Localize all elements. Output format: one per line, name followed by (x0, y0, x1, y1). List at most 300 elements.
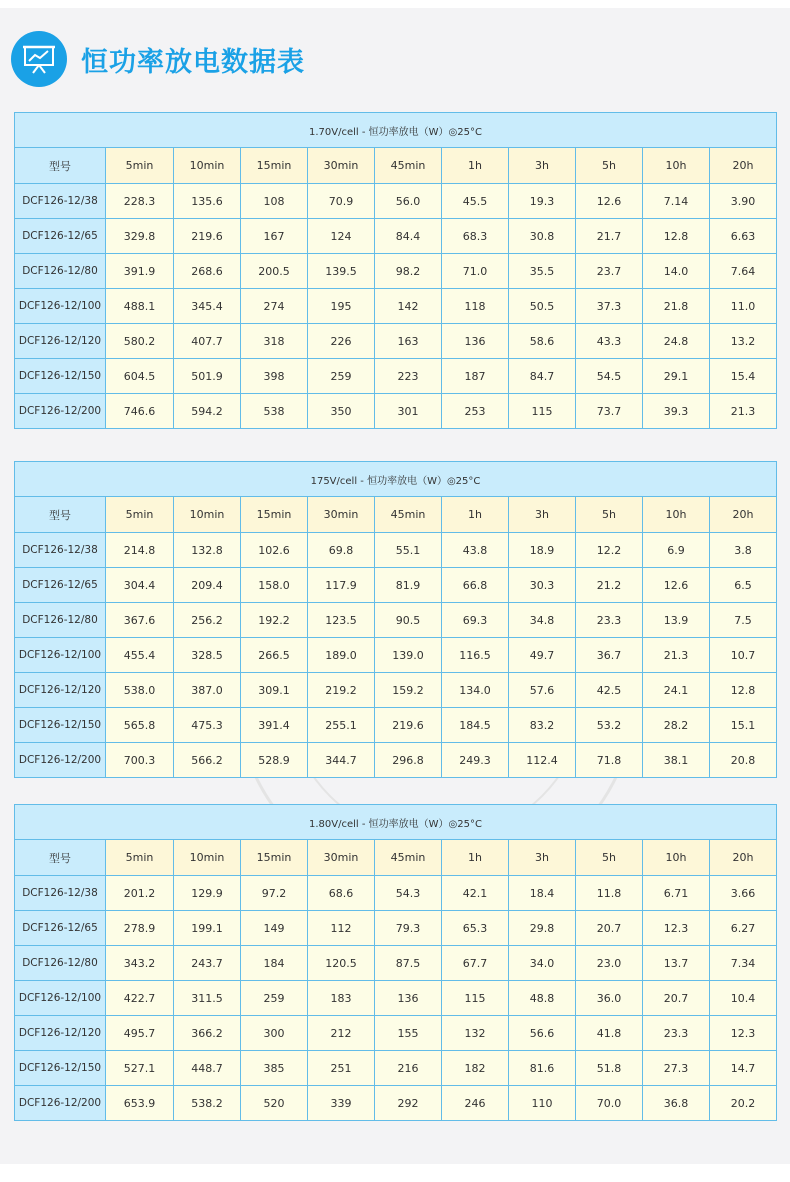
value-cell: 34.8 (509, 603, 576, 638)
value-cell: 212 (308, 1016, 375, 1051)
value-cell: 71.0 (442, 254, 509, 289)
value-cell: 7.64 (710, 254, 777, 289)
value-cell: 249.3 (442, 743, 509, 778)
value-cell: 34.0 (509, 946, 576, 981)
value-cell: 566.2 (174, 743, 241, 778)
column-header: 15min (241, 497, 308, 533)
model-cell: DCF126-12/65 (15, 911, 106, 946)
value-cell: 43.3 (576, 324, 643, 359)
value-cell: 69.8 (308, 533, 375, 568)
value-cell: 367.6 (106, 603, 174, 638)
value-cell: 50.5 (509, 289, 576, 324)
value-cell: 189.0 (308, 638, 375, 673)
model-cell: DCF126-12/80 (15, 254, 106, 289)
value-cell: 6.5 (710, 568, 777, 603)
value-cell: 155 (375, 1016, 442, 1051)
value-cell: 14.0 (643, 254, 710, 289)
table-title: 1.70V/cell - 恒功率放电（W）◎25°C (15, 113, 777, 148)
table-title-row (15, 113, 777, 148)
value-cell: 23.7 (576, 254, 643, 289)
page-title: 恒功率放电数据表 (81, 46, 305, 78)
value-cell: 41.8 (576, 1016, 643, 1051)
value-cell: 81.6 (509, 1051, 576, 1086)
value-cell: 21.2 (576, 568, 643, 603)
value-cell: 45.5 (442, 184, 509, 219)
value-cell: 123.5 (308, 603, 375, 638)
value-cell: 7.5 (710, 603, 777, 638)
value-cell: 12.8 (710, 673, 777, 708)
model-cell: DCF126-12/120 (15, 673, 106, 708)
value-cell: 39.3 (643, 394, 710, 429)
value-cell: 6.71 (643, 876, 710, 911)
value-cell: 36.7 (576, 638, 643, 673)
value-cell: 187 (442, 359, 509, 394)
value-cell: 70.0 (576, 1086, 643, 1121)
value-cell: 18.9 (509, 533, 576, 568)
value-cell: 43.8 (442, 533, 509, 568)
value-cell: 120.5 (308, 946, 375, 981)
column-header: 20h (710, 148, 777, 184)
model-cell: DCF126-12/80 (15, 946, 106, 981)
value-cell: 653.9 (106, 1086, 174, 1121)
model-cell: DCF126-12/100 (15, 638, 106, 673)
value-cell: 328.5 (174, 638, 241, 673)
value-cell: 58.6 (509, 324, 576, 359)
value-cell: 142 (375, 289, 442, 324)
value-cell: 84.4 (375, 219, 442, 254)
value-cell: 223 (375, 359, 442, 394)
discharge-table-2 (14, 461, 777, 778)
value-cell: 102.6 (241, 533, 308, 568)
column-header: 30min (308, 497, 375, 533)
table-row (15, 981, 777, 1016)
value-cell: 387.0 (174, 673, 241, 708)
table-row (15, 1051, 777, 1086)
column-header: 45min (375, 148, 442, 184)
value-cell: 30.3 (509, 568, 576, 603)
value-cell: 54.3 (375, 876, 442, 911)
value-cell: 192.2 (241, 603, 308, 638)
value-cell: 20.2 (710, 1086, 777, 1121)
value-cell: 366.2 (174, 1016, 241, 1051)
value-cell: 118 (442, 289, 509, 324)
value-cell: 488.1 (106, 289, 174, 324)
value-cell: 195 (308, 289, 375, 324)
model-cell: DCF126-12/150 (15, 1051, 106, 1086)
value-cell: 228.3 (106, 184, 174, 219)
value-cell: 108 (241, 184, 308, 219)
value-cell: 274 (241, 289, 308, 324)
table-row (15, 1016, 777, 1051)
value-cell: 15.4 (710, 359, 777, 394)
value-cell: 10.4 (710, 981, 777, 1016)
column-header: 15min (241, 148, 308, 184)
value-cell: 84.7 (509, 359, 576, 394)
model-cell: DCF126-12/100 (15, 289, 106, 324)
column-header: 45min (375, 497, 442, 533)
column-header: 5h (576, 148, 643, 184)
value-cell: 69.3 (442, 603, 509, 638)
value-cell: 71.8 (576, 743, 643, 778)
value-cell: 226 (308, 324, 375, 359)
value-cell: 54.5 (576, 359, 643, 394)
table-header-row (15, 840, 777, 876)
value-cell: 311.5 (174, 981, 241, 1016)
value-cell: 391.9 (106, 254, 174, 289)
value-cell: 35.5 (509, 254, 576, 289)
value-cell: 398 (241, 359, 308, 394)
value-cell: 116.5 (442, 638, 509, 673)
table-row (15, 1086, 777, 1121)
value-cell: 57.6 (509, 673, 576, 708)
value-cell: 56.6 (509, 1016, 576, 1051)
value-cell: 66.8 (442, 568, 509, 603)
column-header: 3h (509, 148, 576, 184)
table-row (15, 568, 777, 603)
value-cell: 184 (241, 946, 308, 981)
value-cell: 67.7 (442, 946, 509, 981)
value-cell: 565.8 (106, 708, 174, 743)
value-cell: 98.2 (375, 254, 442, 289)
value-cell: 139.0 (375, 638, 442, 673)
column-header: 10min (174, 148, 241, 184)
value-cell: 132.8 (174, 533, 241, 568)
value-cell: 132 (442, 1016, 509, 1051)
value-cell: 21.8 (643, 289, 710, 324)
value-cell: 134.0 (442, 673, 509, 708)
value-cell: 255.1 (308, 708, 375, 743)
value-cell: 81.9 (375, 568, 442, 603)
value-cell: 10.7 (710, 638, 777, 673)
value-cell: 21.3 (710, 394, 777, 429)
value-cell: 13.2 (710, 324, 777, 359)
value-cell: 136 (375, 981, 442, 1016)
table-row (15, 673, 777, 708)
table-title: 175V/cell - 恒功率放电（W）◎25°C (15, 462, 777, 497)
table-row (15, 324, 777, 359)
value-cell: 391.4 (241, 708, 308, 743)
value-cell: 219.6 (375, 708, 442, 743)
column-header: 30min (308, 840, 375, 876)
value-cell: 344.7 (308, 743, 375, 778)
value-cell: 13.9 (643, 603, 710, 638)
value-cell: 527.1 (106, 1051, 174, 1086)
value-cell: 7.14 (643, 184, 710, 219)
value-cell: 163 (375, 324, 442, 359)
table-header-row (15, 497, 777, 533)
value-cell: 49.7 (509, 638, 576, 673)
value-cell: 318 (241, 324, 308, 359)
column-header: 10min (174, 840, 241, 876)
value-cell: 329.8 (106, 219, 174, 254)
value-cell: 149 (241, 911, 308, 946)
model-cell: DCF126-12/120 (15, 324, 106, 359)
discharge-table-1 (14, 112, 777, 429)
value-cell: 201.2 (106, 876, 174, 911)
value-cell: 538.2 (174, 1086, 241, 1121)
value-cell: 580.2 (106, 324, 174, 359)
value-cell: 259 (308, 359, 375, 394)
value-cell: 112.4 (509, 743, 576, 778)
value-cell: 292 (375, 1086, 442, 1121)
value-cell: 6.27 (710, 911, 777, 946)
value-cell: 124 (308, 219, 375, 254)
value-cell: 475.3 (174, 708, 241, 743)
value-cell: 68.3 (442, 219, 509, 254)
value-cell: 42.5 (576, 673, 643, 708)
column-header-model: 型号 (15, 497, 106, 533)
value-cell: 385 (241, 1051, 308, 1086)
value-cell: 23.0 (576, 946, 643, 981)
value-cell: 115 (442, 981, 509, 1016)
value-cell: 199.1 (174, 911, 241, 946)
value-cell: 38.1 (643, 743, 710, 778)
column-header: 5min (106, 497, 174, 533)
value-cell: 422.7 (106, 981, 174, 1016)
value-cell: 29.1 (643, 359, 710, 394)
value-cell: 20.7 (643, 981, 710, 1016)
value-cell: 12.8 (643, 219, 710, 254)
value-cell: 112 (308, 911, 375, 946)
value-cell: 14.7 (710, 1051, 777, 1086)
table-row (15, 394, 777, 429)
value-cell: 27.3 (643, 1051, 710, 1086)
table-row (15, 743, 777, 778)
value-cell: 501.9 (174, 359, 241, 394)
value-cell: 12.3 (710, 1016, 777, 1051)
table-row (15, 638, 777, 673)
page-header (11, 26, 305, 92)
value-cell: 83.2 (509, 708, 576, 743)
column-header: 5min (106, 840, 174, 876)
value-cell: 520 (241, 1086, 308, 1121)
value-cell: 6.9 (643, 533, 710, 568)
value-cell: 214.8 (106, 533, 174, 568)
value-cell: 90.5 (375, 603, 442, 638)
value-cell: 21.7 (576, 219, 643, 254)
table-title-row (15, 805, 777, 840)
value-cell: 448.7 (174, 1051, 241, 1086)
value-cell: 36.0 (576, 981, 643, 1016)
table-row (15, 184, 777, 219)
value-cell: 538.0 (106, 673, 174, 708)
value-cell: 407.7 (174, 324, 241, 359)
column-header: 20h (710, 497, 777, 533)
value-cell: 300 (241, 1016, 308, 1051)
value-cell: 20.7 (576, 911, 643, 946)
column-header: 10h (643, 497, 710, 533)
value-cell: 135.6 (174, 184, 241, 219)
value-cell: 268.6 (174, 254, 241, 289)
column-header-model: 型号 (15, 148, 106, 184)
value-cell: 219.6 (174, 219, 241, 254)
column-header-model: 型号 (15, 840, 106, 876)
value-cell: 167 (241, 219, 308, 254)
model-cell: DCF126-12/65 (15, 568, 106, 603)
table-row (15, 359, 777, 394)
value-cell: 11.8 (576, 876, 643, 911)
table-row (15, 911, 777, 946)
value-cell: 12.2 (576, 533, 643, 568)
value-cell: 20.8 (710, 743, 777, 778)
value-cell: 21.3 (643, 638, 710, 673)
value-cell: 158.0 (241, 568, 308, 603)
model-cell: DCF126-12/150 (15, 359, 106, 394)
model-cell: DCF126-12/80 (15, 603, 106, 638)
value-cell: 24.1 (643, 673, 710, 708)
column-header: 15min (241, 840, 308, 876)
table-title-row (15, 462, 777, 497)
column-header: 5min (106, 148, 174, 184)
value-cell: 604.5 (106, 359, 174, 394)
column-header: 10h (643, 148, 710, 184)
model-cell: DCF126-12/200 (15, 743, 106, 778)
value-cell: 56.0 (375, 184, 442, 219)
value-cell: 110 (509, 1086, 576, 1121)
model-cell: DCF126-12/38 (15, 876, 106, 911)
model-cell: DCF126-12/38 (15, 533, 106, 568)
table-row (15, 533, 777, 568)
value-cell: 51.8 (576, 1051, 643, 1086)
model-cell: DCF126-12/100 (15, 981, 106, 1016)
value-cell: 11.0 (710, 289, 777, 324)
column-header: 3h (509, 497, 576, 533)
table-row (15, 289, 777, 324)
value-cell: 6.63 (710, 219, 777, 254)
value-cell: 55.1 (375, 533, 442, 568)
table-row (15, 876, 777, 911)
value-cell: 246 (442, 1086, 509, 1121)
value-cell: 7.34 (710, 946, 777, 981)
value-cell: 495.7 (106, 1016, 174, 1051)
table-row (15, 603, 777, 638)
value-cell: 139.5 (308, 254, 375, 289)
value-cell: 30.8 (509, 219, 576, 254)
value-cell: 79.3 (375, 911, 442, 946)
value-cell: 256.2 (174, 603, 241, 638)
value-cell: 343.2 (106, 946, 174, 981)
bottom-strip (0, 1164, 790, 1182)
table-row (15, 254, 777, 289)
value-cell: 3.8 (710, 533, 777, 568)
value-cell: 37.3 (576, 289, 643, 324)
value-cell: 136 (442, 324, 509, 359)
value-cell: 24.8 (643, 324, 710, 359)
table-title: 1.80V/cell - 恒功率放电（W）◎25°C (15, 805, 777, 840)
model-cell: DCF126-12/150 (15, 708, 106, 743)
column-header: 5h (576, 497, 643, 533)
column-header: 30min (308, 148, 375, 184)
column-header: 10min (174, 497, 241, 533)
value-cell: 304.4 (106, 568, 174, 603)
value-cell: 182 (442, 1051, 509, 1086)
value-cell: 266.5 (241, 638, 308, 673)
table-row (15, 708, 777, 743)
value-cell: 345.4 (174, 289, 241, 324)
value-cell: 700.3 (106, 743, 174, 778)
value-cell: 12.6 (643, 568, 710, 603)
column-header: 1h (442, 840, 509, 876)
table-header-row (15, 148, 777, 184)
model-cell: DCF126-12/120 (15, 1016, 106, 1051)
value-cell: 29.8 (509, 911, 576, 946)
value-cell: 115 (509, 394, 576, 429)
value-cell: 219.2 (308, 673, 375, 708)
value-cell: 259 (241, 981, 308, 1016)
presentation-chart-icon (11, 31, 67, 87)
value-cell: 42.1 (442, 876, 509, 911)
value-cell: 3.90 (710, 184, 777, 219)
value-cell: 13.7 (643, 946, 710, 981)
value-cell: 209.4 (174, 568, 241, 603)
top-strip (0, 0, 790, 8)
value-cell: 65.3 (442, 911, 509, 946)
value-cell: 12.3 (643, 911, 710, 946)
value-cell: 129.9 (174, 876, 241, 911)
value-cell: 12.6 (576, 184, 643, 219)
value-cell: 159.2 (375, 673, 442, 708)
value-cell: 68.6 (308, 876, 375, 911)
discharge-table-3 (14, 804, 777, 1121)
value-cell: 243.7 (174, 946, 241, 981)
value-cell: 53.2 (576, 708, 643, 743)
model-cell: DCF126-12/200 (15, 1086, 106, 1121)
column-header: 45min (375, 840, 442, 876)
value-cell: 28.2 (643, 708, 710, 743)
value-cell: 73.7 (576, 394, 643, 429)
value-cell: 200.5 (241, 254, 308, 289)
value-cell: 253 (442, 394, 509, 429)
value-cell: 117.9 (308, 568, 375, 603)
value-cell: 594.2 (174, 394, 241, 429)
value-cell: 278.9 (106, 911, 174, 946)
model-cell: DCF126-12/200 (15, 394, 106, 429)
table-row (15, 946, 777, 981)
value-cell: 23.3 (576, 603, 643, 638)
column-header: 1h (442, 497, 509, 533)
value-cell: 70.9 (308, 184, 375, 219)
value-cell: 15.1 (710, 708, 777, 743)
value-cell: 309.1 (241, 673, 308, 708)
value-cell: 23.3 (643, 1016, 710, 1051)
value-cell: 528.9 (241, 743, 308, 778)
value-cell: 19.3 (509, 184, 576, 219)
value-cell: 350 (308, 394, 375, 429)
value-cell: 301 (375, 394, 442, 429)
value-cell: 216 (375, 1051, 442, 1086)
value-cell: 3.66 (710, 876, 777, 911)
value-cell: 18.4 (509, 876, 576, 911)
value-cell: 97.2 (241, 876, 308, 911)
column-header: 5h (576, 840, 643, 876)
value-cell: 339 (308, 1086, 375, 1121)
value-cell: 296.8 (375, 743, 442, 778)
column-header: 1h (442, 148, 509, 184)
value-cell: 184.5 (442, 708, 509, 743)
value-cell: 746.6 (106, 394, 174, 429)
value-cell: 251 (308, 1051, 375, 1086)
value-cell: 36.8 (643, 1086, 710, 1121)
model-cell: DCF126-12/65 (15, 219, 106, 254)
value-cell: 48.8 (509, 981, 576, 1016)
value-cell: 87.5 (375, 946, 442, 981)
column-header: 10h (643, 840, 710, 876)
column-header: 20h (710, 840, 777, 876)
model-cell: DCF126-12/38 (15, 184, 106, 219)
value-cell: 455.4 (106, 638, 174, 673)
value-cell: 183 (308, 981, 375, 1016)
value-cell: 538 (241, 394, 308, 429)
